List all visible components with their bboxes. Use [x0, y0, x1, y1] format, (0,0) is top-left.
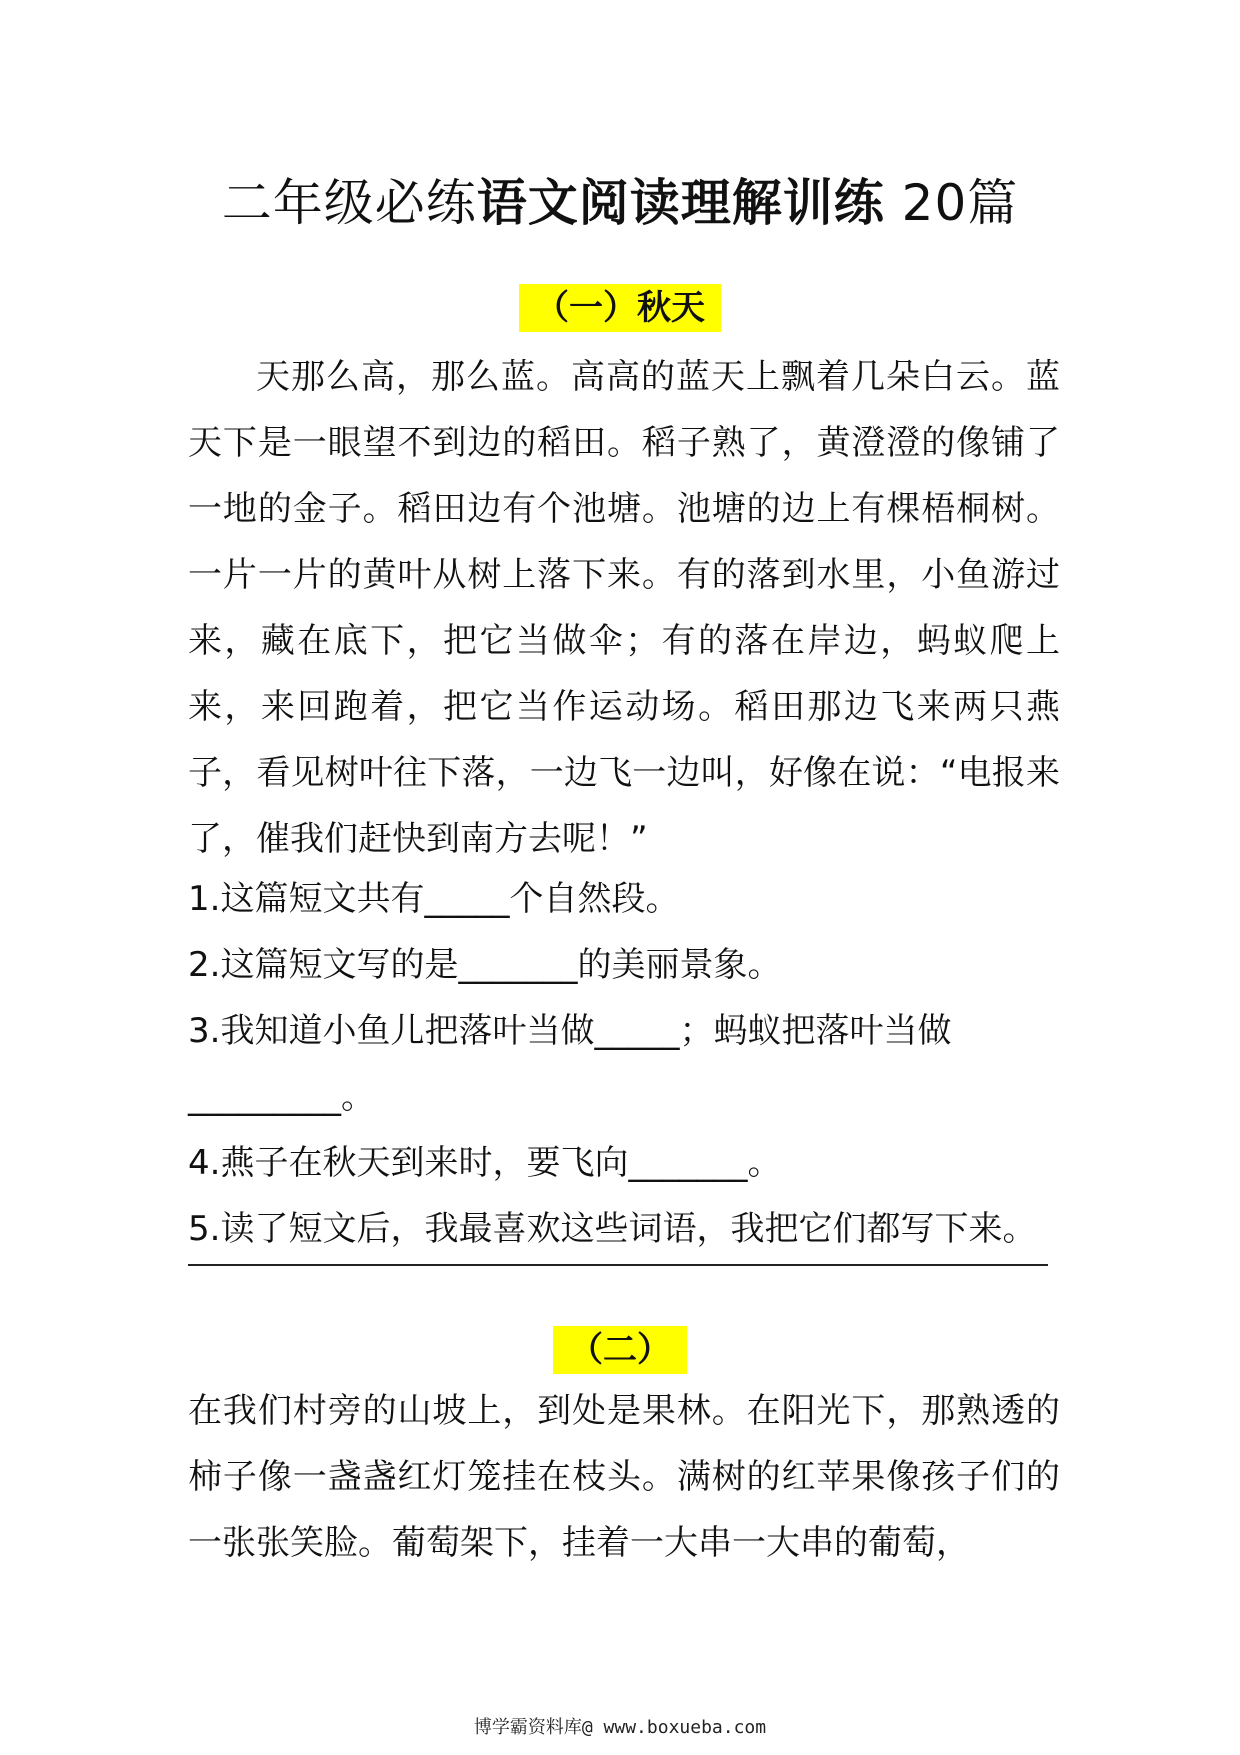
title-suffix: 20篇	[884, 174, 1019, 232]
question-4: 4.燕子在秋天到来时，要飞向_______。	[188, 1143, 782, 1183]
question-3: 3.我知道小鱼儿把落叶当做_____；蚂蚁把落叶当做	[188, 1011, 952, 1051]
document-title	[0, 168, 1240, 238]
question-list	[188, 866, 1060, 1262]
section-heading-2	[0, 1326, 1240, 1374]
footer-watermark: 博学霸资料库@ www.boxueba.com	[473, 1717, 767, 1738]
question-3-blank: _________。	[188, 1077, 375, 1117]
answer-line	[188, 1264, 1048, 1266]
question-5: 5.读了短文后，我最喜欢这些词语，我把它们都写下来。	[188, 1209, 1037, 1249]
section-heading-2-label: （二）	[553, 1326, 687, 1374]
section-heading-1	[0, 284, 1240, 332]
section-heading-1-label: （一）秋天	[519, 284, 721, 332]
passage-1: 天那么高，那么蓝。高高的蓝天上飘着几朵白云。蓝天下是一眼望不到边的稻田。稻子熟了，黄澄澄的像铺了一地的金子。稻田边有个池塘。池塘的边上有棵梧桐树。一片一片的黄叶从树上落下来。有的落到水里，小鱼游过来，藏在底下，把它当做伞；有的落在岸边，蚂蚁爬上来，来回跑着，把它当作运动场。稻田那边飞来两只燕子，看见树叶往下落，一边飞一边叫，好像在说：“电报来了，催我们赶快到南方去呢！”	[188, 357, 1060, 859]
passage-2: 在我们村旁的山坡上，到处是果林。在阳光下，那熟透的柿子像一盏盏红灯笼挂在枝头。满树的红苹果像孩子们的一张张笑脸。葡萄架下，挂着一大串一大串的葡萄，	[188, 1391, 1060, 1563]
question-2: 2.这篇短文写的是_______的美丽景象。	[188, 945, 782, 985]
title-prefix: 二年级必练	[221, 174, 477, 232]
title-main: 语文阅读理解训练	[476, 174, 885, 232]
question-1: 1.这篇短文共有_____个自然段。	[188, 879, 680, 919]
